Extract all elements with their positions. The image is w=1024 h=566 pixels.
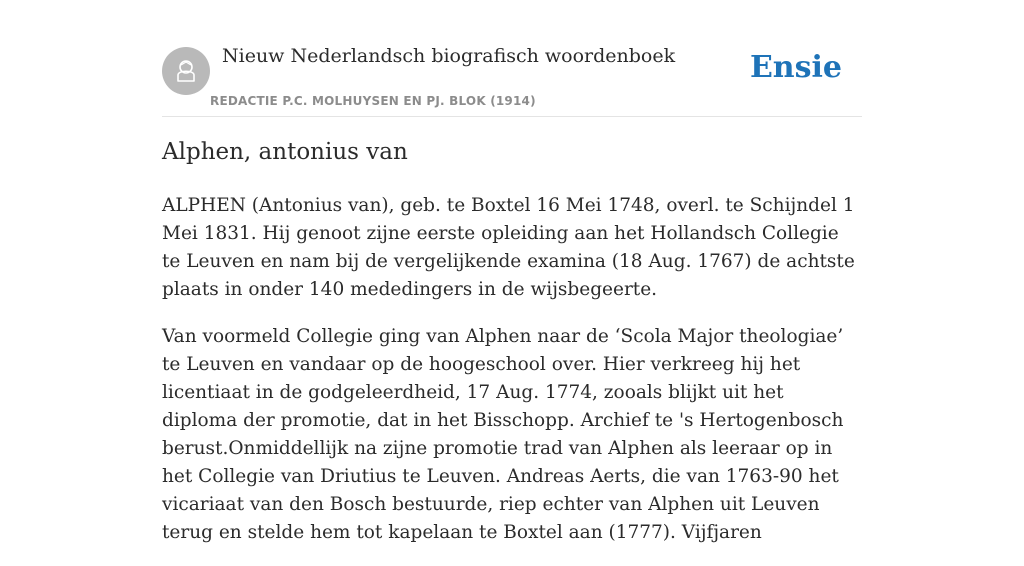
content-container [162,0,862,543]
book-title[interactable]: Nieuw Nederlandsch biografisch woordenboek [222,45,676,67]
book-editors: REDACTIE P.C. MOLHUYSEN EN PJ. BLOK (1914) [210,94,536,108]
person-outline-icon [162,47,210,95]
article-paragraph-2: Van voormeld Collegie ging van Alphen naar de ‘Scola Major theologiae’ te Leuven en vandaar op de hoogeschool over. Hier verkreeg hij het licentiaat in de godgeleerdheid, 17 Aug. 1774, zooals blijkt uit het diploma der promotie, dat in het Bisschopp. Archief te 's Hertogenbosch berust.Onmiddellijk na zijne promotie trad van Alphen als leeraar op in het Collegie van Driutius te Leuven. Andreas Aerts, die van 1763-90 het vicariaat van den Bosch bestuurde, riep echter van Alphen uit Leuven terug en stelde hem tot kapelaan te Boxtel aan (1777). Vijfjaren [162,326,844,543]
article-paragraph-1: ALPHEN (Antonius van), geb. te Boxtel 16 Mei 1748, overl. te Schijndel 1 Mei 1831. Hij genoot zijne eerste opleiding aan het Hollandsch Collegie te Leuven en nam bij de vergelijkende examina (18 Aug. 1767) de achtste plaats in onder 140 mededingers in de wijsbegeerte. [162,195,855,300]
article-body [162,192,862,566]
user-avatar-icon[interactable] [162,47,210,95]
article-title: Alphen, antonius van [162,139,408,165]
ensie-logo-link[interactable]: Ensie [749,50,842,85]
header [162,0,862,117]
